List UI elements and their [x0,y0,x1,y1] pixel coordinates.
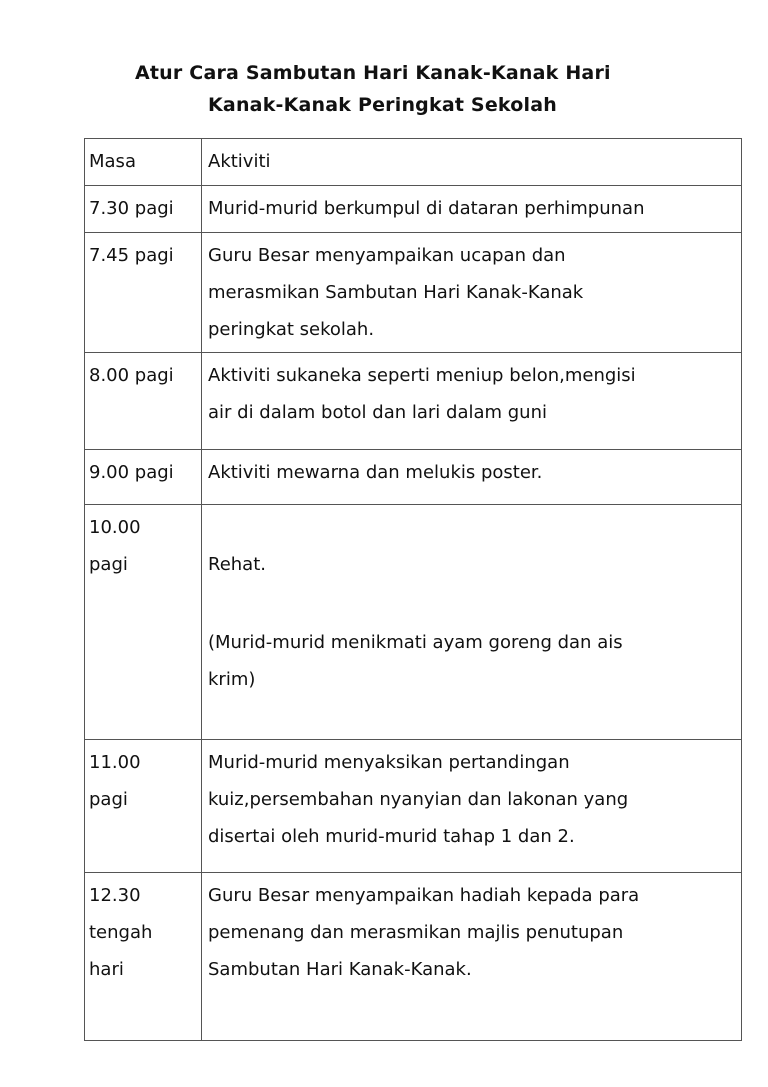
header-activity: Aktiviti [202,139,742,186]
table-row [85,873,742,1041]
table-row [85,740,742,873]
table-row [85,233,742,353]
row-time: 12.30 tengah hari [85,873,202,1041]
table-header-row [85,139,742,186]
table-row [85,186,742,233]
row-time: 11.00 pagi [85,740,202,873]
row-activity: Guru Besar menyampaikan ucapan dan merasmikan Sambutan Hari Kanak-Kanak peringkat sekolah. [202,233,742,353]
row-time: 10.00 pagi [85,505,202,740]
row-activity: Guru Besar menyampaikan hadiah kepada para pemenang dan merasmikan majlis penutupan Sambutan Hari Kanak-Kanak. [202,873,742,1041]
document-title-line-1: Atur Cara Sambutan Hari Kanak-Kanak Hari [135,62,611,84]
header-time: Masa [85,139,202,186]
row-time: 7.45 pagi [85,233,202,353]
table-row [85,505,742,740]
schedule-table [84,138,742,1041]
row-activity-note: (Murid-murid menikmati ayam goreng dan ais krim) [208,632,623,690]
document-title-line-2: Kanak-Kanak Peringkat Sekolah [208,94,557,116]
row-activity: Aktiviti sukaneka seperti meniup belon,mengisi air di dalam botol dan lari dalam guni [202,353,742,450]
row-activity: Aktiviti mewarna dan melukis poster. [202,450,742,505]
table-row [85,450,742,505]
row-time: 8.00 pagi [85,353,202,450]
table-row [85,353,742,450]
row-activity: Rehat. [208,554,266,575]
row-activity: Murid-murid berkumpul di dataran perhimpunan [202,186,742,233]
row-activity-cell [202,505,742,740]
row-activity: Murid-murid menyaksikan pertandingan kuiz,persembahan nyanyian dan lakonan yang disertai oleh murid-murid tahap 1 dan 2. [202,740,742,873]
row-time: 9.00 pagi [85,450,202,505]
row-time: 7.30 pagi [85,186,202,233]
